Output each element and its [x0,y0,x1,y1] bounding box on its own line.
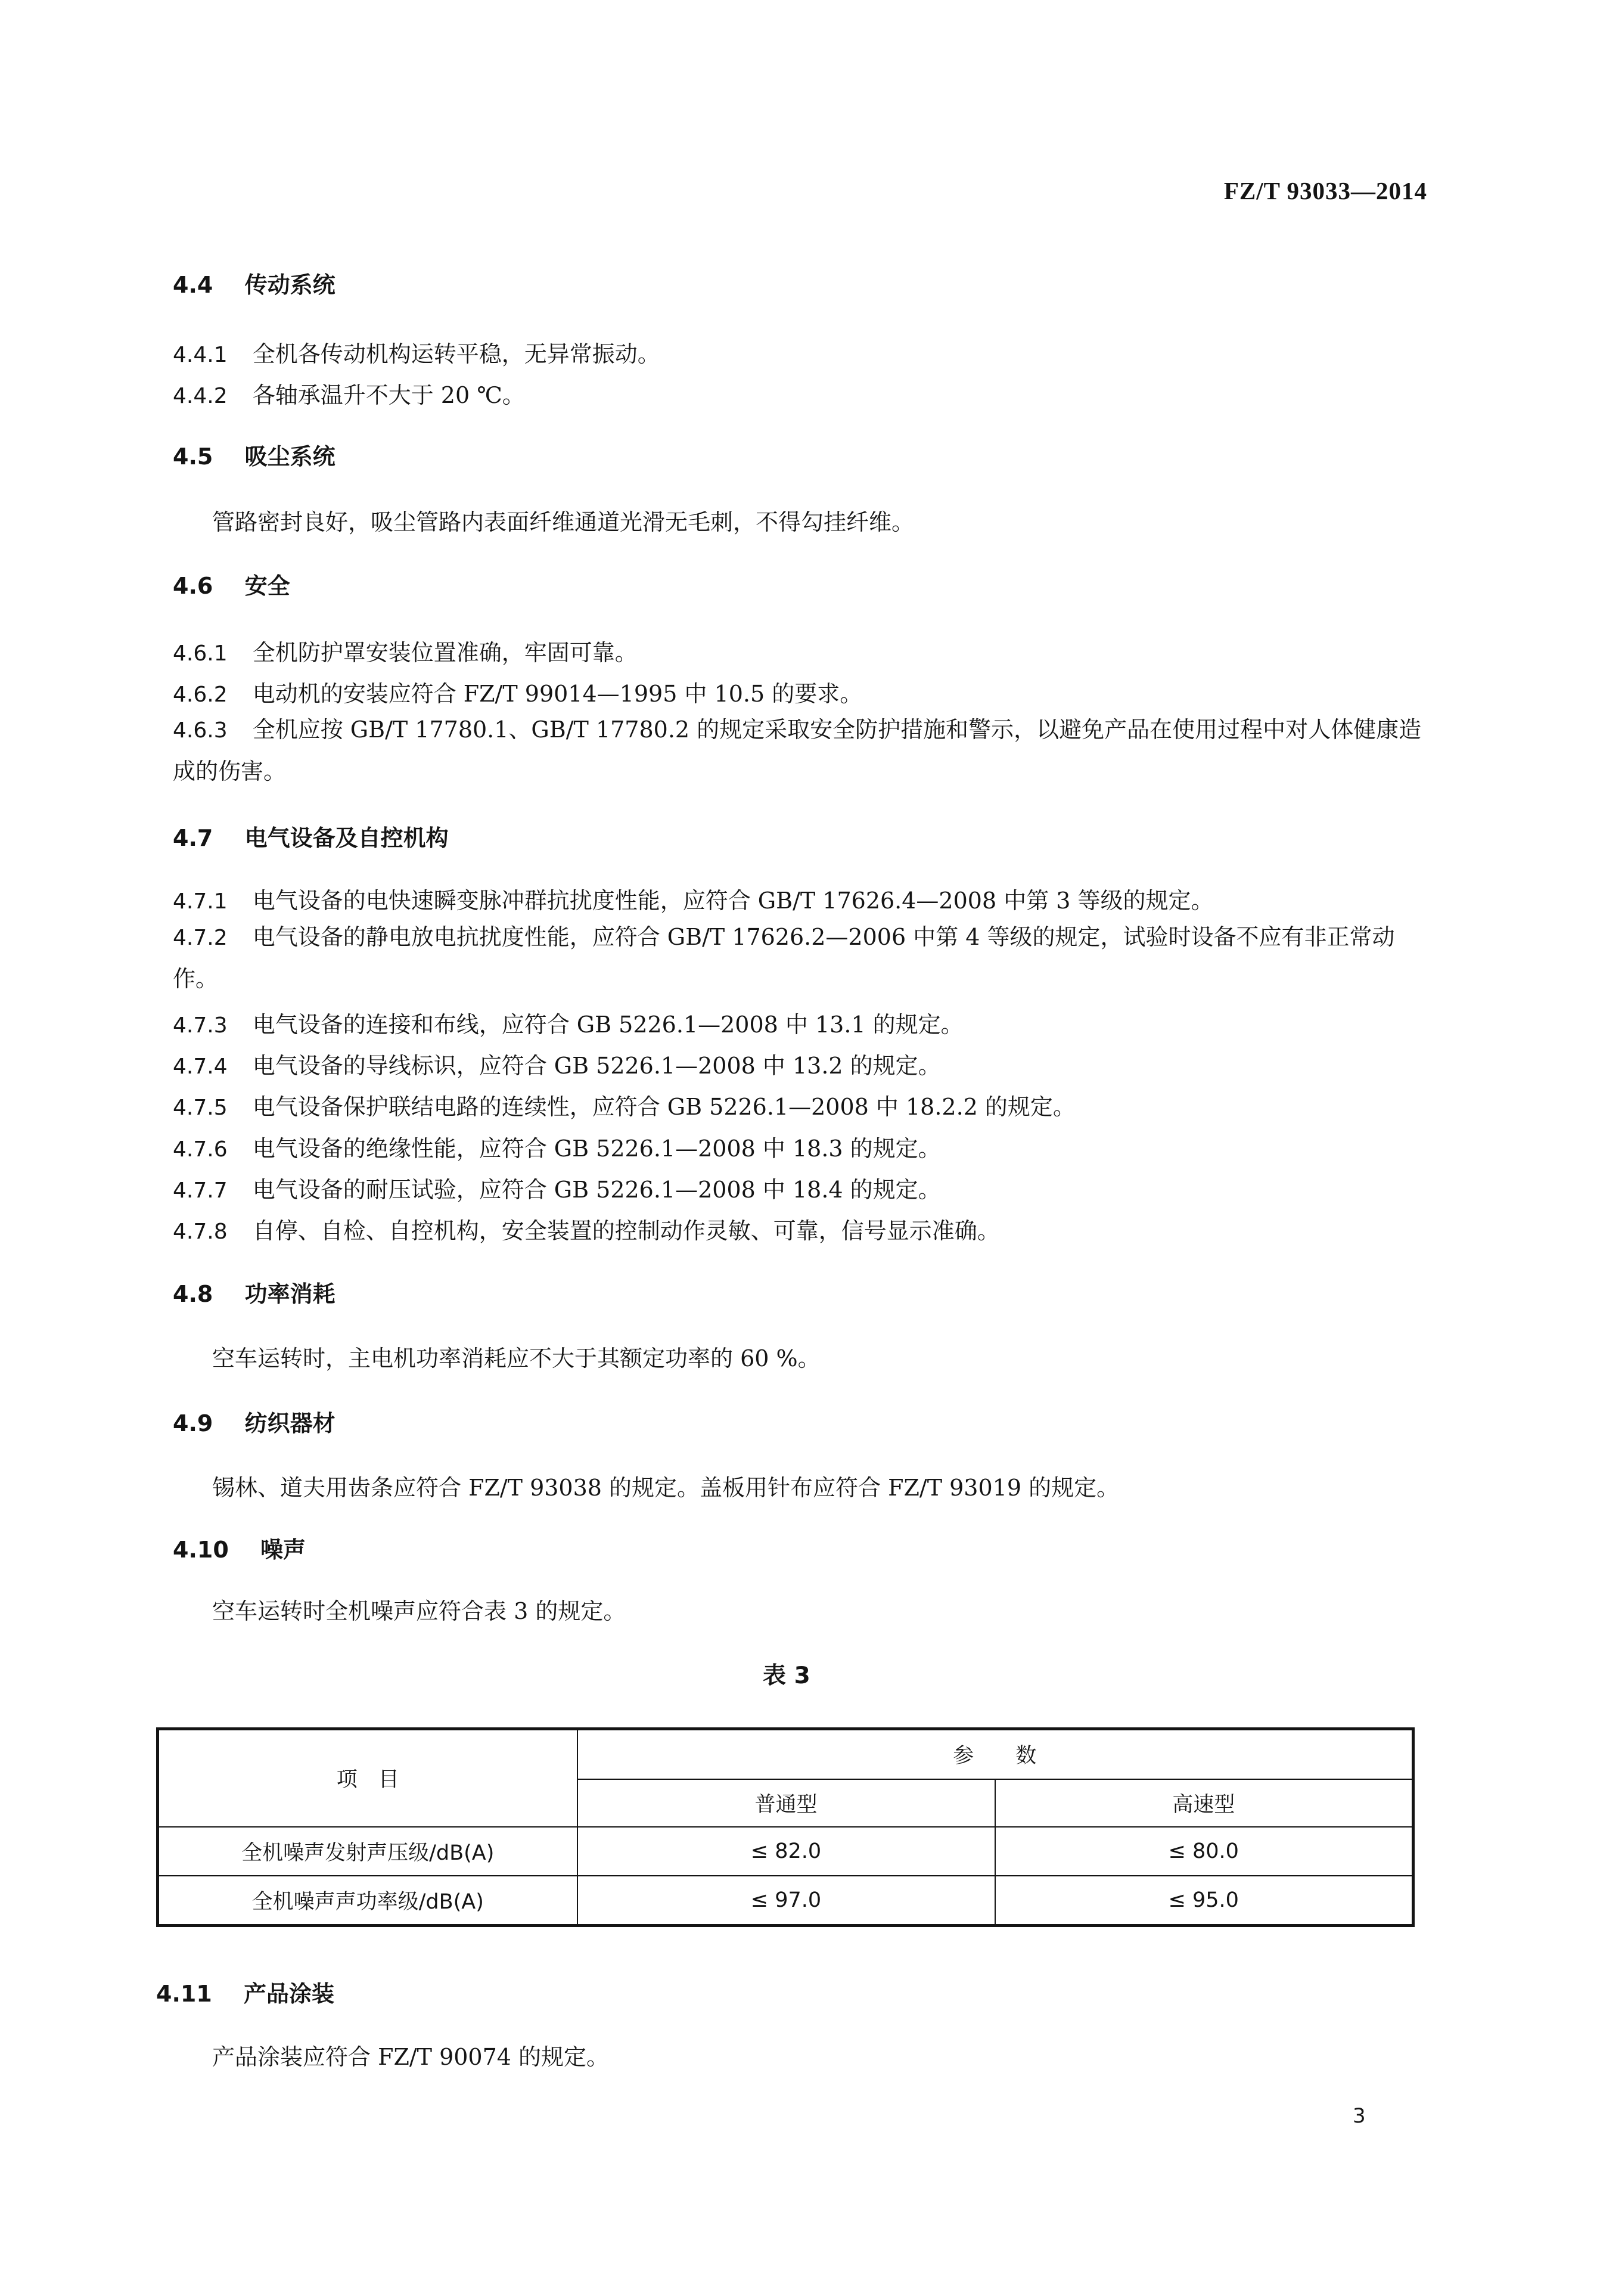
clause-number: 4.7.3 [173,1013,228,1038]
clause-number: 4.4.1 [173,343,228,367]
section-4-8-heading [173,1276,335,1308]
clause-4-7-8 [173,1212,1000,1245]
section-title: 纺织器材 [244,1410,335,1436]
clause-number: 4.7.8 [173,1220,228,1244]
section-title: 电气设备及自控机构 [244,825,449,851]
section-4-7-heading [173,820,449,852]
clause-number: 4.7.6 [173,1137,228,1162]
row-item-cell: 全机噪声发射声压级/dB(A) [158,1827,577,1876]
clause-number: 4.6.1 [173,641,228,666]
table-row [158,1827,1413,1876]
clause-4-7-4 [173,1047,941,1080]
header-params-cell: 参 数 [577,1729,1413,1779]
section-title: 功率消耗 [244,1281,335,1307]
clause-text: 电动机的安装应符合 FZ/T 99014—1995 中 10.5 的要求。 [252,681,863,707]
clause-text: 电气设备的绝缘性能，应符合 GB 5226.1—2008 中 18.3 的规定。 [252,1135,941,1162]
section-title: 传动系统 [244,272,335,298]
section-number: 4.6 [173,573,213,599]
clause-4-7-2 [173,917,1425,1000]
clause-4-6-2 [173,675,862,708]
page-number: 3 [1353,2104,1366,2128]
clause-number: 4.6.3 [173,718,228,743]
section-4-5-heading [173,438,335,471]
section-number: 4.9 [173,1410,213,1436]
section-number: 4.8 [173,1281,213,1307]
section-4-5-text: 管路密封良好，吸尘管路内表面纤维通道光滑无毛刺，不得勾挂纤维。 [212,509,915,535]
section-number: 4.7 [173,825,213,851]
clause-text: 电气设备的耐压试验，应符合 GB 5226.1—2008 中 18.4 的规定。 [252,1177,941,1203]
table-title: 表 3 [763,1662,810,1689]
clause-text: 自停、自检、自控机构，安全装置的控制动作灵敏、可靠，信号显示准确。 [252,1218,1000,1244]
section-4-11-text: 产品涂装应符合 FZ/T 90074 的规定。 [212,2044,610,2070]
clause-number: 4.4.2 [173,384,228,408]
section-number: 4.11 [156,1981,212,2007]
row-high-cell: ≤ 95.0 [995,1876,1413,1926]
clause-text: 电气设备的连接和布线，应符合 GB 5226.1—2008 中 13.1 的规定。 [252,1012,964,1038]
clause-number: 4.7.7 [173,1178,228,1203]
row-normal-cell: ≤ 97.0 [577,1876,995,1926]
section-4-9-heading [173,1405,335,1438]
standard-number: FZ/T 93033—2014 [1223,177,1427,204]
clause-text: 电气设备的电快速瞬变脉冲群抗扰度性能，应符合 GB/T 17626.4—2008 中第 3 等级的规定。 [252,888,1214,914]
clause-4-7-1 [173,882,1214,915]
section-4-6-heading [173,567,290,600]
header-item-cell: 项 目 [158,1729,577,1827]
clause-text: 各轴承温升不大于 20 ℃。 [252,382,525,408]
clause-text: 电气设备保护联结电路的连续性，应符合 GB 5226.1—2008 中 18.2.2 的规定。 [252,1094,1076,1120]
clause-4-4-1 [173,336,660,368]
clause-number: 4.7.2 [173,926,228,950]
clause-4-6-3 [173,709,1425,792]
clause-4-7-5 [173,1088,1076,1121]
clause-number: 4.6.2 [173,682,228,707]
clause-text: 全机防护罩安装位置准确，牢固可靠。 [252,640,638,666]
section-title: 吸尘系统 [244,443,335,470]
section-4-10-text: 空车运转时全机噪声应符合表 3 的规定。 [212,1598,626,1624]
section-title: 噪声 [260,1537,306,1563]
clause-text: 全机应按 GB/T 17780.1、GB/T 17780.2 的规定采取安全防护措施和警示，以避免产品在使用过程中对人体健康造成的伤害。 [173,716,1422,784]
row-high-cell: ≤ 80.0 [995,1827,1413,1876]
table-row [158,1876,1413,1926]
clause-4-7-6 [173,1130,941,1163]
section-number: 4.5 [173,443,213,470]
header-high-cell: 高速型 [995,1779,1413,1827]
section-number: 4.4 [173,272,213,298]
clause-number: 4.7.4 [173,1054,228,1079]
section-number: 4.10 [173,1537,229,1563]
clause-text: 电气设备的静电放电抗扰度性能，应符合 GB/T 17626.2—2006 中第 4 等级的规定，试验时设备不应有非正常动作。 [173,924,1395,992]
clause-4-7-3 [173,1006,964,1039]
section-4-9-text: 锡林、道夫用齿条应符合 FZ/T 93038 的规定。盖板用针布应符合 FZ/T 93019 的规定。 [212,1475,1120,1501]
clause-4-6-1 [173,634,638,667]
section-title: 产品涂装 [244,1981,335,2007]
section-4-11-heading [156,1975,334,2008]
clause-text: 全机各传动机构运转平稳，无异常振动。 [252,341,660,367]
clause-4-7-7 [173,1171,941,1204]
row-normal-cell: ≤ 82.0 [577,1827,995,1876]
section-4-8-text: 空车运转时，主电机功率消耗应不大于其额定功率的 60 %。 [212,1345,821,1372]
header-normal-cell: 普通型 [577,1779,995,1827]
section-4-4-heading [173,266,335,299]
clause-text: 电气设备的导线标识，应符合 GB 5226.1—2008 中 13.2 的规定。 [252,1053,941,1079]
section-title: 安全 [244,573,290,599]
row-item-cell: 全机噪声声功率级/dB(A) [158,1876,577,1926]
noise-table [156,1727,1415,1927]
clause-number: 4.7.1 [173,889,228,914]
clause-4-4-2 [173,377,525,409]
clause-number: 4.7.5 [173,1096,228,1120]
section-4-10-heading [173,1531,306,1564]
